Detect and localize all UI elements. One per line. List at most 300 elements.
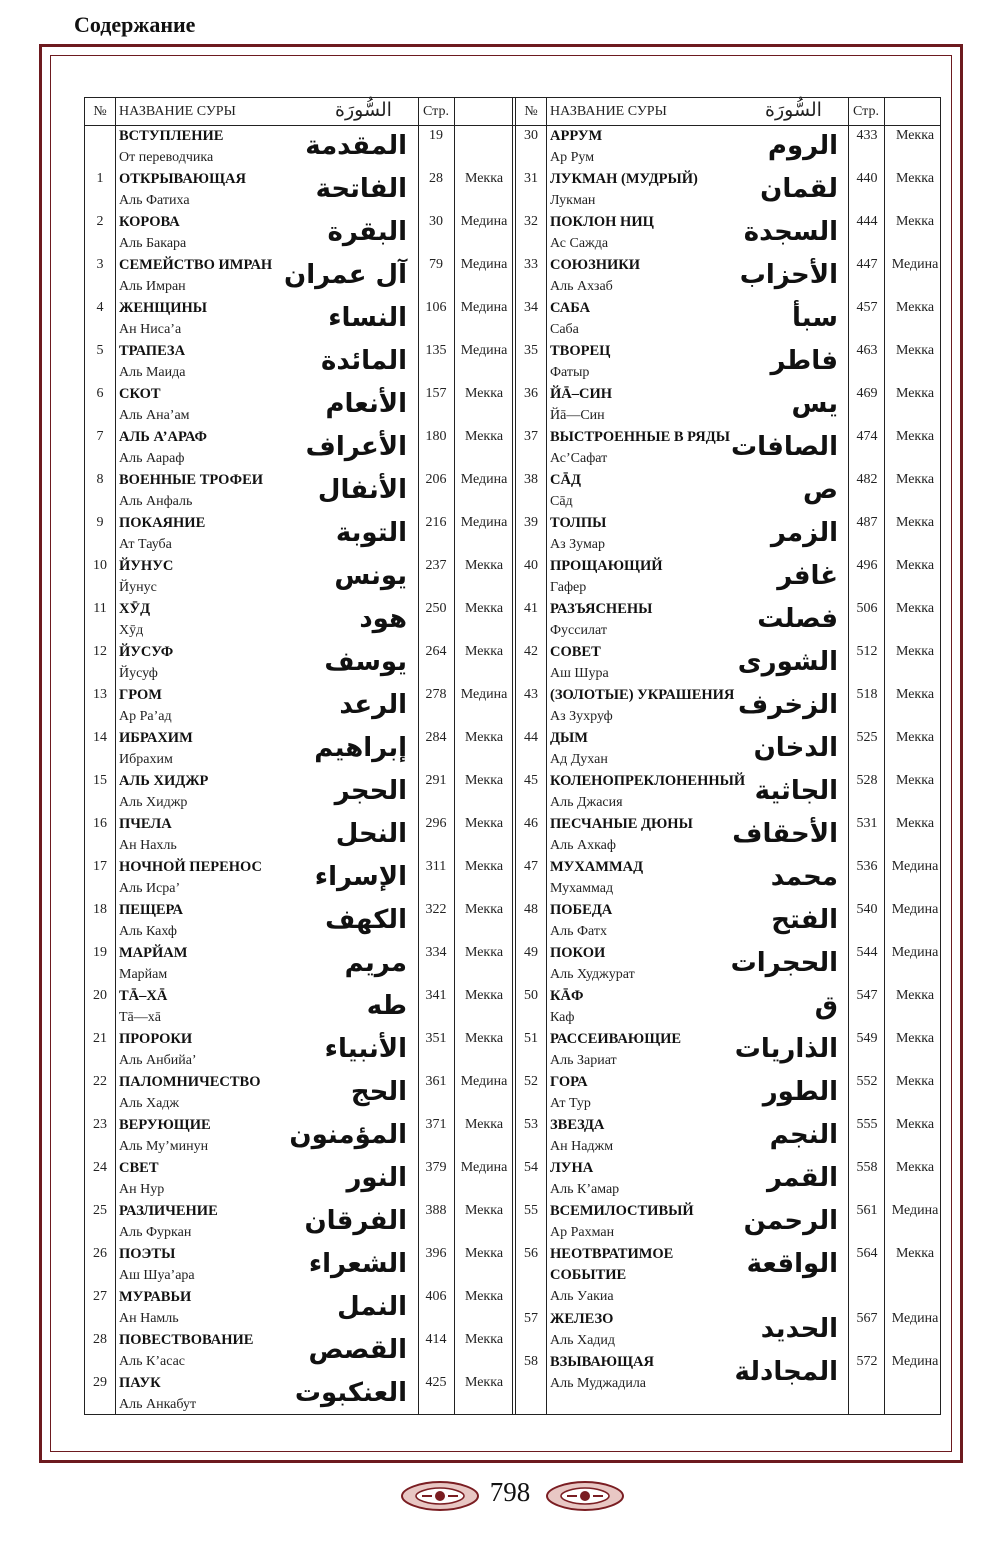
surah-page: 311 xyxy=(425,859,447,874)
surah-page: 296 xyxy=(425,816,447,831)
surah-revelation-place: Мекка xyxy=(895,429,935,444)
surah-name: НЕОТВРАТИМОЕ xyxy=(550,1246,674,1262)
surah-name: ПРОЩАЮЩИЙ xyxy=(550,558,663,574)
surah-number: 28 xyxy=(93,1332,107,1347)
surah-revelation-place: Медина xyxy=(460,1160,508,1175)
surah-number: 32 xyxy=(524,214,538,229)
surah-name: ПОКЛОН НИЦ xyxy=(550,214,654,230)
surah-transliteration: Аль Ахкаф xyxy=(550,838,616,853)
surah-name: МУХАММАД xyxy=(550,859,644,875)
surah-page: 406 xyxy=(425,1289,447,1304)
surah-number: 40 xyxy=(524,558,538,573)
surah-arabic-name: الشورى xyxy=(737,647,838,677)
surah-number: 18 xyxy=(93,902,107,917)
surah-name: РАЗЪЯСНЕНЫ xyxy=(550,601,653,617)
surah-number: 23 xyxy=(93,1117,107,1132)
surah-arabic-name: النحل xyxy=(335,819,407,849)
surah-name: ПОКАЯНИЕ xyxy=(119,515,206,531)
surah-name: НОЧНОЙ ПЕРЕНОС xyxy=(119,859,262,875)
surah-revelation-place: Мекка xyxy=(895,171,935,186)
surah-page: 19 xyxy=(429,128,443,143)
surah-arabic-name: الإسراء xyxy=(314,862,407,892)
surah-arabic-name: هود xyxy=(359,604,407,634)
surah-page: 552 xyxy=(856,1074,878,1089)
surah-page: 425 xyxy=(425,1375,447,1390)
surah-revelation-place: Мекка xyxy=(464,902,504,917)
surah-revelation-place: Медина xyxy=(891,1354,939,1369)
surah-transliteration: Ан Ниса’а xyxy=(119,322,182,337)
surah-transliteration: Аль К’амар xyxy=(550,1182,620,1197)
table-rows xyxy=(85,126,940,1414)
surah-transliteration: Йусуф xyxy=(119,666,158,681)
surah-revelation-place: Медина xyxy=(891,1203,939,1218)
surah-arabic-name: القصص xyxy=(308,1335,407,1365)
surah-transliteration: Аш Шуа’ара xyxy=(119,1268,195,1283)
header-arabic-right: السُّورَة xyxy=(765,99,822,121)
surah-arabic-name: الرعد xyxy=(339,690,407,720)
page-header: Содержание xyxy=(74,12,196,37)
surah-arabic-name: مريم xyxy=(344,948,407,978)
surah-transliteration: Гафер xyxy=(550,580,587,595)
header-name: НАЗВАНИЕ СУРЫ xyxy=(119,104,236,119)
surah-name: ЖЕЛЕЗО xyxy=(550,1311,614,1327)
surah-name: СОВЕТ xyxy=(550,644,601,660)
surah-arabic-name: الأنفال xyxy=(317,475,407,505)
surah-number: 2 xyxy=(96,214,104,229)
surah-revelation-place: Мекка xyxy=(464,386,504,401)
surah-number: 16 xyxy=(93,816,107,831)
surah-name: СĀД xyxy=(550,472,581,488)
surah-number: 6 xyxy=(96,386,104,401)
surah-revelation-place: Мекка xyxy=(464,1375,504,1390)
surah-arabic-name: يوسف xyxy=(324,647,407,677)
surah-name: ПОВЕСТВОВАНИЕ xyxy=(119,1332,254,1348)
surah-page: 518 xyxy=(856,687,878,702)
surah-name: ЗВЕЗДА xyxy=(550,1117,605,1133)
surah-number: 19 xyxy=(93,945,107,960)
surah-page: 549 xyxy=(856,1031,878,1046)
surah-arabic-name: الحجرات xyxy=(730,948,838,978)
surah-page: 284 xyxy=(425,730,447,745)
surah-arabic-name: يس xyxy=(791,389,838,419)
surah-transliteration: Аль Уакиа xyxy=(550,1289,614,1304)
surah-page: 361 xyxy=(425,1074,447,1089)
surah-number: 33 xyxy=(524,257,538,272)
surah-arabic-name: طه xyxy=(366,991,407,1021)
surah-transliteration: Аль Хадид xyxy=(550,1333,616,1348)
surah-revelation-place: Медина xyxy=(460,214,508,229)
surah-transliteration: Аль Джасия xyxy=(550,795,623,810)
surah-arabic-name: ص xyxy=(803,475,838,505)
surah-page: 440 xyxy=(856,171,878,186)
surah-name: ЙУНУС xyxy=(119,558,174,574)
surah-number: 51 xyxy=(524,1031,538,1046)
surah-page: 379 xyxy=(425,1160,447,1175)
surah-name: ВЕРУЮЩИЕ xyxy=(119,1117,211,1133)
surah-revelation-place: Мекка xyxy=(464,945,504,960)
surah-number: 4 xyxy=(96,300,104,315)
surah-page: 278 xyxy=(425,687,447,702)
surah-number: 43 xyxy=(524,687,538,702)
surah-transliteration: Ан Намль xyxy=(119,1311,179,1326)
header-page-right: Стр. xyxy=(853,104,879,119)
surah-name: ПЧЕЛА xyxy=(119,816,172,832)
surah-revelation-place: Медина xyxy=(891,902,939,917)
surah-revelation-place: Мекка xyxy=(464,1332,504,1347)
header-name-right: НАЗВАНИЕ СУРЫ xyxy=(550,104,667,119)
surah-number: 25 xyxy=(93,1203,107,1218)
surah-transliteration: Аз Зухруф xyxy=(550,709,613,724)
surah-transliteration: Ас Сажда xyxy=(550,236,609,251)
surah-revelation-place: Медина xyxy=(460,343,508,358)
surah-name: ПОКОИ xyxy=(550,945,606,961)
surah-page: 433 xyxy=(856,128,878,143)
surah-transliteration: Тā—хā xyxy=(119,1010,161,1025)
surah-revelation-place: Мекка xyxy=(895,816,935,831)
surah-transliteration: Ар Рум xyxy=(550,150,595,165)
surah-revelation-place: Мекка xyxy=(895,343,935,358)
surah-number: 58 xyxy=(524,1354,538,1369)
surah-arabic-name: الصافات xyxy=(731,432,838,462)
surah-page: 396 xyxy=(425,1246,447,1261)
surah-arabic-name: الزخرف xyxy=(738,690,838,720)
surah-page: 447 xyxy=(856,257,878,272)
surah-name: АРРУМ xyxy=(550,128,603,144)
surah-revelation-place: Мекка xyxy=(895,687,935,702)
surah-revelation-place: Мекка xyxy=(895,730,935,745)
surah-revelation-place: Мекка xyxy=(895,558,935,573)
surah-name: АЛЬ А’АРАФ xyxy=(119,429,207,445)
surah-transliteration: Аль Фатх xyxy=(550,924,608,939)
surah-revelation-place: Медина xyxy=(891,945,939,960)
surah-arabic-name: الطور xyxy=(762,1077,838,1107)
surah-arabic-name: النمل xyxy=(337,1292,407,1322)
surah-revelation-place: Мекка xyxy=(464,429,504,444)
surah-transliteration: Аль Кахф xyxy=(119,924,177,939)
surah-page: 79 xyxy=(429,257,443,272)
surah-name: ПОБЕДА xyxy=(550,902,613,918)
surah-page: 531 xyxy=(856,816,878,831)
surah-arabic-name: الأعراف xyxy=(305,432,407,462)
surah-transliteration: Аль Зариат xyxy=(550,1053,617,1068)
surah-page: 536 xyxy=(856,859,878,874)
surah-arabic-name: المقدمة xyxy=(305,131,407,161)
surah-transliteration: Ас’Сафат xyxy=(550,451,608,466)
surah-page: 28 xyxy=(429,171,443,186)
surah-arabic-name: ق xyxy=(814,991,838,1021)
surah-transliteration: Аль Хадж xyxy=(119,1096,180,1111)
surah-arabic-name: النور xyxy=(346,1163,407,1193)
surah-revelation-place: Мекка xyxy=(895,300,935,315)
surah-revelation-place: Медина xyxy=(460,257,508,272)
surah-number: 3 xyxy=(96,257,104,272)
surah-arabic-name: المجادلة xyxy=(734,1357,838,1387)
surah-number: 53 xyxy=(524,1117,538,1132)
surah-page: 180 xyxy=(425,429,447,444)
surah-page: 506 xyxy=(856,601,878,616)
surah-number: 48 xyxy=(524,902,538,917)
surah-arabic-name: آل عمران xyxy=(284,260,407,290)
surah-page: 414 xyxy=(425,1332,447,1347)
surah-page: 558 xyxy=(856,1160,878,1175)
surah-arabic-name: المائدة xyxy=(321,346,407,376)
surah-arabic-name: الأنعام xyxy=(325,389,407,419)
surah-name: ИБРАХИМ xyxy=(119,730,193,746)
surah-page: 106 xyxy=(425,300,447,315)
surah-revelation-place: Мекка xyxy=(895,773,935,788)
surah-number: 8 xyxy=(96,472,104,487)
surah-arabic-name: الحديد xyxy=(760,1314,838,1344)
header-arabic: السُّورَة xyxy=(335,99,392,121)
surah-page: 525 xyxy=(856,730,878,745)
surah-name: СВЕТ xyxy=(119,1160,159,1176)
surah-number: 29 xyxy=(93,1375,107,1390)
surah-arabic-name: يونس xyxy=(334,561,407,591)
surah-page: 528 xyxy=(856,773,878,788)
surah-number: 54 xyxy=(524,1160,538,1175)
surah-transliteration: Аль Муджадила xyxy=(550,1376,647,1391)
surah-name: СКОТ xyxy=(119,386,161,402)
surah-transliteration: Ат Тур xyxy=(550,1096,591,1111)
surah-arabic-name: الزمر xyxy=(770,518,838,548)
surah-arabic-name: الفتح xyxy=(771,905,838,935)
surah-transliteration: Аль Хиджр xyxy=(119,795,188,810)
surah-name: ВОЕННЫЕ ТРОФЕИ xyxy=(119,472,264,488)
surah-number: 20 xyxy=(93,988,107,1003)
surah-transliteration: Ат Тауба xyxy=(119,537,172,552)
surah-revelation-place: Мекка xyxy=(895,472,935,487)
surah-number: 45 xyxy=(524,773,538,788)
surah-revelation-place: Медина xyxy=(460,300,508,315)
surah-arabic-name: الروم xyxy=(767,131,838,161)
surah-page: 444 xyxy=(856,214,878,229)
surah-name: ТОЛПЫ xyxy=(550,515,607,531)
surah-arabic-name: الحجر xyxy=(334,776,407,806)
surah-name: КОРОВА xyxy=(119,214,180,230)
surah-page: 250 xyxy=(425,601,447,616)
surah-revelation-place: Мекка xyxy=(464,730,504,745)
surah-transliteration: Фатыр xyxy=(550,365,590,380)
surah-page: 564 xyxy=(856,1246,878,1261)
surah-revelation-place: Медина xyxy=(891,1311,939,1326)
surah-name: ВЫСТРОЕННЫЕ В РЯДЫ xyxy=(550,429,730,445)
surah-name: ХӮД xyxy=(119,601,151,617)
surah-number: 36 xyxy=(524,386,538,401)
surah-arabic-name: الكهف xyxy=(325,905,407,935)
surah-transliteration: Аль Маида xyxy=(119,365,186,380)
surah-name: ОТКРЫВАЮЩАЯ xyxy=(119,171,246,187)
surah-name: ВЗЫВАЮЩАЯ xyxy=(550,1354,654,1370)
surah-transliteration: Аль Анфаль xyxy=(119,494,193,509)
surah-arabic-name: الواقعة xyxy=(746,1249,838,1279)
surah-page: 157 xyxy=(425,386,447,401)
surah-name: ЖЕНЩИНЫ xyxy=(119,300,208,316)
header-page: Стр. xyxy=(423,104,449,119)
surah-revelation-place: Мекка xyxy=(464,558,504,573)
surah-name: СОЮЗНИКИ xyxy=(550,257,641,273)
surah-arabic-name: لقمان xyxy=(760,174,838,204)
surah-number: 30 xyxy=(524,128,538,143)
surah-transliteration: Саба xyxy=(550,322,579,337)
surah-transliteration: Ан Наджм xyxy=(550,1139,614,1154)
surah-transliteration: Аль К’асас xyxy=(119,1354,186,1369)
ornament-icon xyxy=(400,1479,480,1513)
surah-revelation-place: Медина xyxy=(891,859,939,874)
surah-revelation-place: Мекка xyxy=(464,1203,504,1218)
surah-page: 463 xyxy=(856,343,878,358)
surah-arabic-name: الدخان xyxy=(753,733,838,763)
surah-revelation-place: Мекка xyxy=(895,1246,935,1261)
surah-page: 216 xyxy=(425,515,447,530)
surah-transliteration: Каф xyxy=(550,1010,575,1025)
surah-revelation-place: Мекка xyxy=(464,859,504,874)
surah-name: ПАЛОМНИЧЕСТВО xyxy=(119,1074,261,1090)
surah-number: 22 xyxy=(93,1074,107,1089)
surah-name: КОЛЕНОПРЕКЛОНЕННЫЙ xyxy=(550,773,746,789)
surah-arabic-name: البقرة xyxy=(327,217,407,247)
surah-name: ПОЭТЫ xyxy=(119,1246,176,1262)
surah-name: СЕМЕЙСТВО ИМРАН xyxy=(119,257,273,273)
surah-transliteration: Ар Рахман xyxy=(550,1225,615,1240)
surah-transliteration: Аль Исра’ xyxy=(119,881,181,896)
page-footer xyxy=(0,1475,1000,1515)
surah-arabic-name: الجاثية xyxy=(754,776,838,806)
surah-page: 237 xyxy=(425,558,447,573)
page-number: 798 xyxy=(489,1477,531,1507)
surah-revelation-place: Мекка xyxy=(464,816,504,831)
surah-revelation-place: Мекка xyxy=(895,1074,935,1089)
surah-name: ТВОРЕЦ xyxy=(550,343,611,359)
surah-transliteration: Ад Духан xyxy=(550,752,608,767)
surah-page: 371 xyxy=(425,1117,447,1132)
surah-name: ПРОРОКИ xyxy=(119,1031,193,1047)
surah-revelation-place: Мекка xyxy=(464,988,504,1003)
surah-arabic-name: فاطر xyxy=(770,346,838,376)
surah-number: 7 xyxy=(96,429,104,444)
surah-number: 42 xyxy=(524,644,538,659)
surah-page: 30 xyxy=(429,214,443,229)
surah-arabic-name: القمر xyxy=(767,1163,838,1193)
header-num-right: № xyxy=(524,104,538,119)
surah-name: САБА xyxy=(550,300,591,316)
surah-number: 17 xyxy=(93,859,107,874)
surah-page: 512 xyxy=(856,644,878,659)
surah-transliteration: Аль Бакара xyxy=(119,236,187,251)
surah-transliteration: Ибрахим xyxy=(119,752,173,767)
surah-transliteration: Аль Аараф xyxy=(119,451,185,466)
surah-transliteration: Ан Нур xyxy=(119,1182,165,1197)
surah-revelation-place: Мекка xyxy=(464,601,504,616)
surah-number: 27 xyxy=(93,1289,107,1304)
surah-number: 14 xyxy=(93,730,107,745)
surah-number: 31 xyxy=(524,171,538,186)
surah-number: 50 xyxy=(524,988,538,1003)
surah-revelation-place: Мекка xyxy=(895,1031,935,1046)
surah-arabic-name: الحج xyxy=(350,1077,407,1107)
surah-revelation-place: Мекка xyxy=(895,1160,935,1175)
surah-revelation-place: Мекка xyxy=(895,988,935,1003)
surah-arabic-name: الرحمن xyxy=(743,1206,838,1236)
surah-name: ВСТУПЛЕНИЕ xyxy=(119,128,224,144)
surah-name: ПЕСЧАНЫЕ ДЮНЫ xyxy=(550,816,693,832)
surah-transliteration: Аш Шура xyxy=(550,666,609,681)
surah-transliteration: Аль Худжурат xyxy=(550,967,635,982)
surah-arabic-name: الذاريات xyxy=(734,1034,838,1064)
surah-name: ДЫМ xyxy=(550,730,588,746)
surah-page: 487 xyxy=(856,515,878,530)
surah-transliteration: Аль Фуркан xyxy=(119,1225,192,1240)
surah-name: ГРОМ xyxy=(119,687,162,703)
surah-number: 1 xyxy=(96,171,104,186)
surah-arabic-name: إبراهيم xyxy=(314,733,407,763)
surah-transliteration: Мухаммад xyxy=(550,881,614,896)
surah-arabic-name: غافر xyxy=(777,561,838,591)
surah-revelation-place: Мекка xyxy=(895,601,935,616)
surah-revelation-place: Медина xyxy=(460,1074,508,1089)
surah-number: 44 xyxy=(524,730,538,745)
surah-transliteration: Аль Анбийа’ xyxy=(119,1053,197,1068)
surah-name: ТРАПЕЗА xyxy=(119,343,186,359)
surah-transliteration: Аль Ахзаб xyxy=(550,279,613,294)
surah-transliteration: Ар Ра’ад xyxy=(119,709,172,724)
surah-number: 12 xyxy=(93,644,107,659)
surah-name-continued: СОБЫТИЕ xyxy=(550,1267,627,1283)
surah-revelation-place: Мекка xyxy=(895,214,935,229)
surah-page: 496 xyxy=(856,558,878,573)
surah-page: 341 xyxy=(425,988,447,1003)
surah-revelation-place: Мекка xyxy=(464,644,504,659)
surah-name: ГОРА xyxy=(550,1074,588,1090)
surah-name: ЛУКМАН (МУДРЫЙ) xyxy=(550,171,698,187)
surah-number: 56 xyxy=(524,1246,538,1261)
surah-page: 334 xyxy=(425,945,447,960)
surah-revelation-place: Медина xyxy=(460,472,508,487)
surah-number: 21 xyxy=(93,1031,107,1046)
surah-transliteration: Сāд xyxy=(550,494,573,509)
surah-revelation-place: Мекка xyxy=(464,1031,504,1046)
surah-arabic-name: الأنبياء xyxy=(324,1034,407,1064)
surah-page: 291 xyxy=(425,773,447,788)
ornament-icon xyxy=(545,1479,625,1513)
surah-revelation-place: Мекка xyxy=(464,1289,504,1304)
surah-name: РАЗЛИЧЕНИЕ xyxy=(119,1203,218,1219)
surah-number: 15 xyxy=(93,773,107,788)
surah-transliteration: Аль Анкабут xyxy=(119,1397,197,1412)
surah-transliteration: Йунус xyxy=(119,580,157,595)
surah-arabic-name: الفاتحة xyxy=(315,174,407,204)
surah-page: 572 xyxy=(856,1354,878,1369)
surah-page: 135 xyxy=(425,343,447,358)
surah-revelation-place: Мекка xyxy=(895,128,935,143)
surah-transliteration: От переводчика xyxy=(119,150,214,165)
surah-arabic-name: محمد xyxy=(770,862,838,892)
surah-name: ЙУСУФ xyxy=(119,644,174,660)
surah-page: 547 xyxy=(856,988,878,1003)
surah-arabic-name: النجم xyxy=(769,1120,838,1150)
surah-number: 5 xyxy=(96,343,104,358)
surah-revelation-place: Мекка xyxy=(895,1117,935,1132)
surah-transliteration: Аль Му’минун xyxy=(119,1139,209,1154)
surah-number: 41 xyxy=(524,601,538,616)
surah-number: 55 xyxy=(524,1203,538,1218)
surah-number: 47 xyxy=(524,859,538,874)
surah-page: 555 xyxy=(856,1117,878,1132)
surah-name: ВСЕМИЛОСТИВЫЙ xyxy=(550,1203,694,1219)
surah-revelation-place: Медина xyxy=(891,257,939,272)
surah-name: АЛЬ ХИДЖР xyxy=(119,773,209,789)
surah-page: 567 xyxy=(856,1311,878,1326)
surah-name: ЛУНА xyxy=(550,1160,594,1176)
